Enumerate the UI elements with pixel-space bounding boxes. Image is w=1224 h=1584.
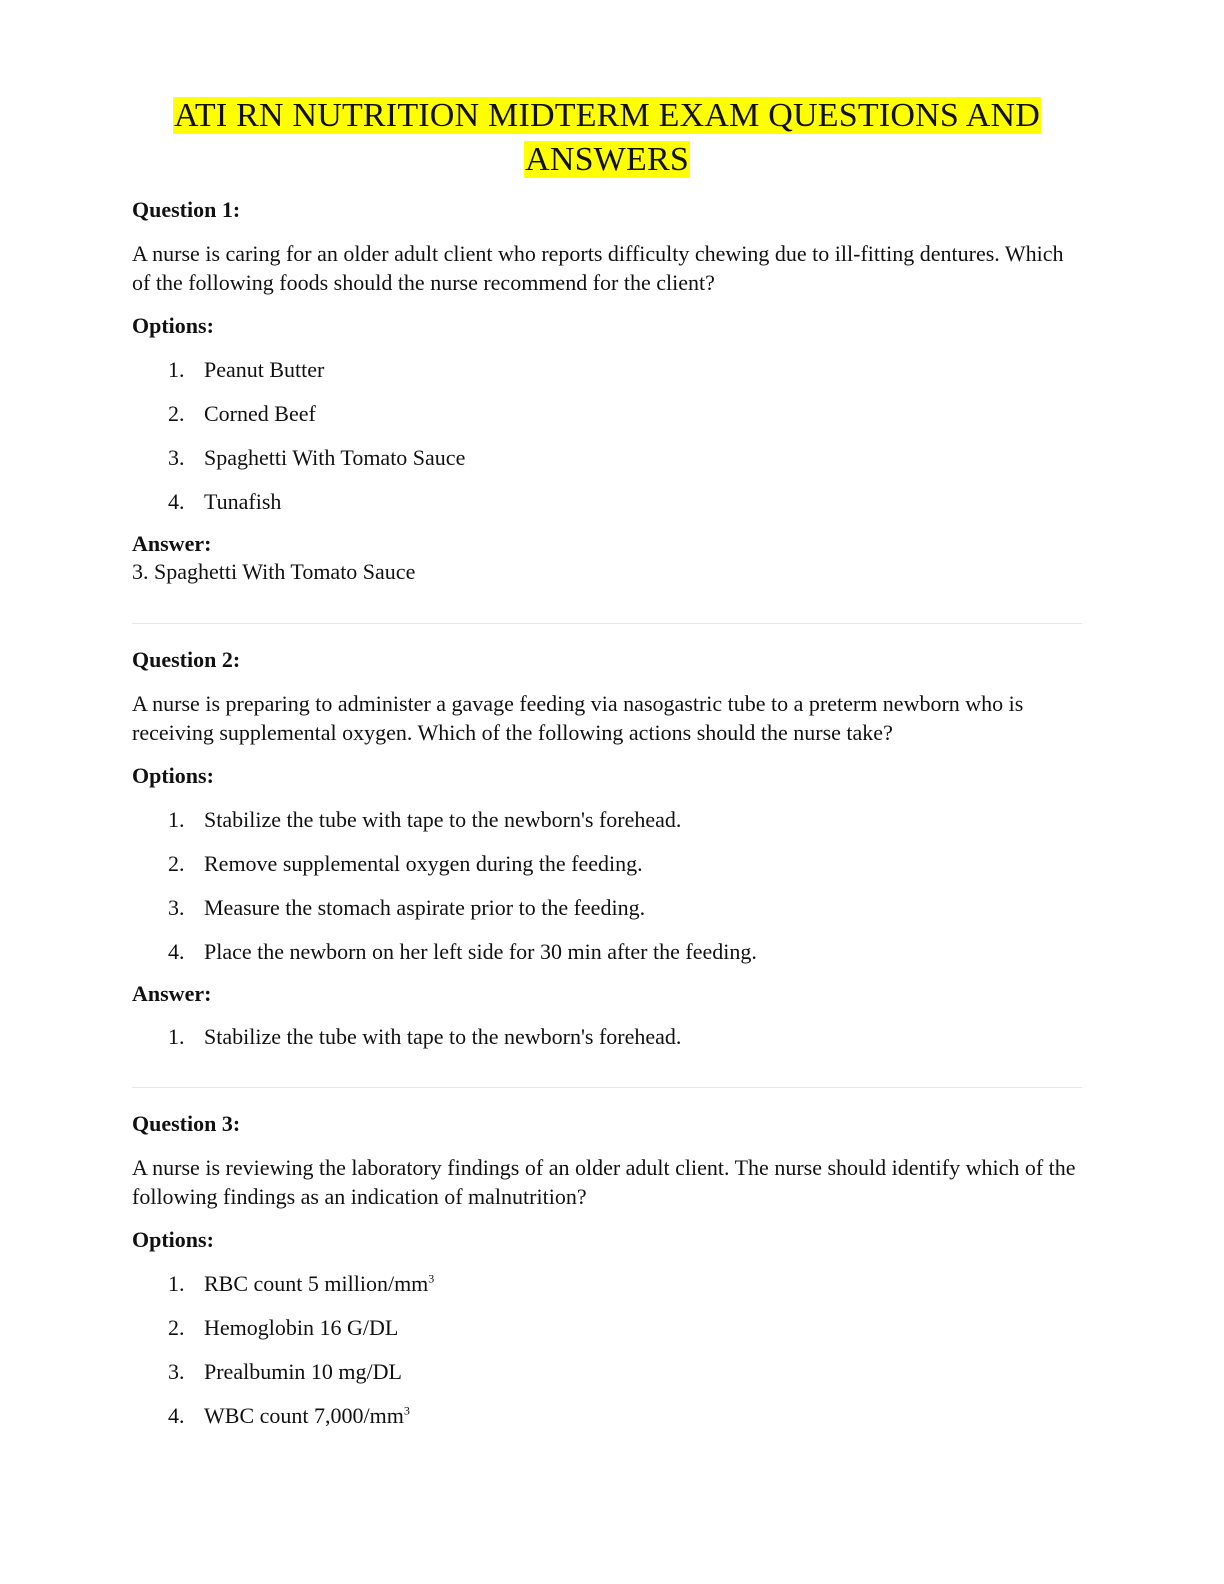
- question-text: A nurse is preparing to administer a gavage feeding via nasogastric tube to a preterm newborn who is receiving supplemental oxygen. Which of the following actions should the nurse take?: [132, 691, 1024, 745]
- answer-label: Answer:: [132, 981, 212, 1006]
- document-title: [132, 94, 1082, 182]
- option-item: [132, 355, 1082, 384]
- option-item: [132, 1357, 1082, 1386]
- question-2: [132, 646, 1082, 1051]
- section-divider: [132, 1087, 1082, 1088]
- option-number: 2.: [168, 401, 185, 426]
- option-text: WBC count 7,000/mm: [204, 1403, 404, 1428]
- answer-label: Answer:: [132, 531, 212, 556]
- option-number: 1.: [168, 357, 185, 382]
- option-text: Remove supplemental oxygen during the feeding.: [204, 851, 643, 876]
- option-number: 4.: [168, 939, 185, 964]
- answer-text: 3. Spaghetti With Tomato Sauce: [132, 559, 416, 584]
- answer-item: [132, 1022, 1082, 1051]
- option-item: [132, 1401, 1082, 1430]
- document-page: [132, 94, 1082, 1445]
- option-item: [132, 893, 1082, 922]
- option-number: 1.: [168, 807, 185, 832]
- question-text: A nurse is reviewing the laboratory findings of an older adult client. The nurse should identify which of the following findings as an indication of malnutrition?: [132, 1155, 1076, 1209]
- option-text: Tunafish: [204, 489, 282, 514]
- option-number: 3.: [168, 1359, 185, 1384]
- option-text: Stabilize the tube with tape to the newborn's forehead.: [204, 807, 682, 832]
- section-divider: [132, 623, 1082, 624]
- question-text: A nurse is caring for an older adult client who reports difficulty chewing due to ill-fitting dentures. Which of the following foods should the nurse recommend for the client?: [132, 241, 1064, 295]
- answer-text: Stabilize the tube with tape to the newborn's forehead.: [204, 1024, 682, 1049]
- options-list: [132, 1269, 1082, 1430]
- options-label: Options:: [132, 763, 214, 788]
- option-text: Place the newborn on her left side for 30 min after the feeding.: [204, 939, 757, 964]
- options-label: Options:: [132, 1227, 214, 1252]
- option-text: Hemoglobin 16 G/DL: [204, 1315, 399, 1340]
- option-text: Measure the stomach aspirate prior to the feeding.: [204, 895, 646, 920]
- option-number: 3.: [168, 445, 185, 470]
- option-text: Prealbumin 10 mg/DL: [204, 1359, 402, 1384]
- option-item: [132, 399, 1082, 428]
- option-item: [132, 1269, 1082, 1298]
- option-number: 2.: [168, 1315, 185, 1340]
- option-superscript: 3: [428, 1271, 435, 1286]
- option-item: [132, 487, 1082, 516]
- answer-list: [132, 1022, 1082, 1051]
- question-1: [132, 196, 1082, 587]
- options-list: [132, 805, 1082, 966]
- option-text: Corned Beef: [204, 401, 316, 426]
- option-text: Peanut Butter: [204, 357, 325, 382]
- option-item: [132, 1313, 1082, 1342]
- question-3: [132, 1110, 1082, 1430]
- question-heading: Question 1:: [132, 197, 241, 222]
- option-item: [132, 849, 1082, 878]
- question-heading: Question 2:: [132, 647, 241, 672]
- option-number: 4.: [168, 1403, 185, 1428]
- options-list: [132, 355, 1082, 516]
- option-number: 1.: [168, 1271, 185, 1296]
- options-label: Options:: [132, 313, 214, 338]
- option-item: [132, 937, 1082, 966]
- answer-number: 1.: [168, 1024, 185, 1049]
- title-line-1: ATI RN NUTRITION MIDTERM EXAM QUESTIONS AND: [173, 97, 1041, 134]
- option-item: [132, 805, 1082, 834]
- option-number: 4.: [168, 489, 185, 514]
- option-number: 3.: [168, 895, 185, 920]
- option-item: [132, 443, 1082, 472]
- question-heading: Question 3:: [132, 1111, 241, 1136]
- title-line-2: ANSWERS: [525, 141, 689, 178]
- option-number: 2.: [168, 851, 185, 876]
- option-superscript: 3: [403, 1403, 410, 1418]
- option-text: RBC count 5 million/mm: [204, 1271, 429, 1296]
- option-text: Spaghetti With Tomato Sauce: [204, 445, 466, 470]
